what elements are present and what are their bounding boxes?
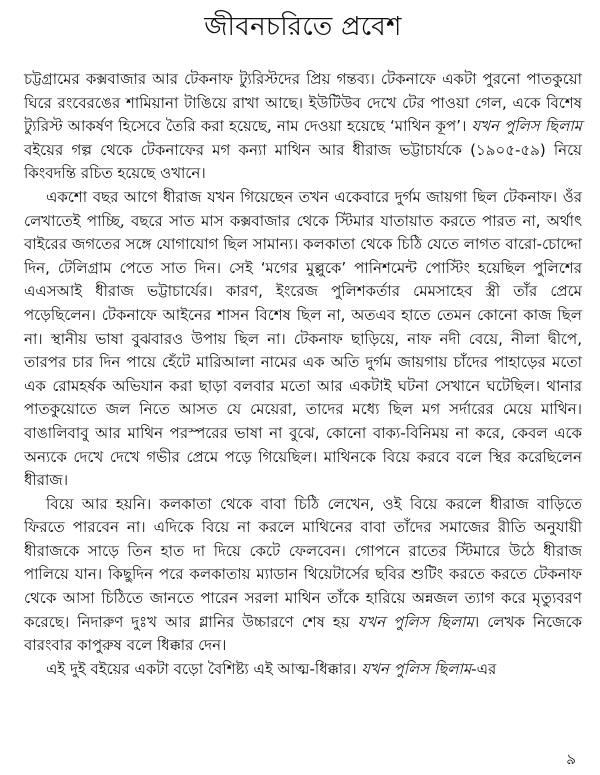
book-title-italic: যখন পুলিস ছিলাম (471, 117, 582, 136)
paragraph-4 (24, 658, 582, 682)
paragraph-3 (24, 493, 582, 658)
chapter-title: জীবনচরিতে প্রবেশ (204, 12, 402, 42)
paragraph-text: একশো বছর আগে ধীরাজ যখন গিয়েছেন তখন একেবারে দুর্গম জায়গা ছিল টেকনাফ। ওঁর লেখাতেই পাচ্ছি, বছরে সাত মাস কক্সবাজার থেকে স্টিমার যাতায়াত করতে পারত না, অর্থাৎ বাইরের জগতের সঙ্গে যোগাযোগ ছিল সামান্য। কলকাতা থেকে চিঠি যেতে লাগত বারো-চোদ্দো দিন, টেলিগ্রাম পেতে সাত দিন। সেই ‘মগের মুল্লুকে’ পানিশমেন্ট পোস্টিং হয়েছিল পুলিশের এএসআই ধীরাজ ভট্টাচার্যের। কারণ, ইংরেজ পুলিশকর্তার মেমসাহেব স্ত্রী তাঁর প্রেমে পড়েছিলেন। টেকনাফে আইনের শাসন বিশেষ ছিল না, অতএব হাতে তেমন কোনো কাজ ছিল না। স্থানীয় ভাষা বুঝবারও উপায় ছিল না। টেকনাফ ছাড়িয়ে, নাফ নদী বেয়ে, নীলা দ্বীপে, তারপর চার দিন পায়ে হেঁটে মারিআলা নামের এক অতি দুর্গম জায়গায় চাঁদের পাহাড়ের মতো এক রোমহর্ষক অভিযান করা ছাড়া বলবার মতো আর একটাই ঘটনা সেখানে ঘটেছিল। থানার পাতকুয়োতে জল নিতে আসত যে মেয়েরা, তাদের মধ্যে ছিল মগ সর্দারের মেয়ে মাথিন। বাঙালিবাবু আর মাথিন পরস্পরের ভাষা না বুঝে, কোনো বাক্য-বিনিময় না করে, কেবল একে অন্যকে দেখে দেখে গভীর প্রেমে পড়ে গিয়েছিল। মাথিনকে বিয়ে করবে বলে স্থির করেছিলেন ধীরাজ। (24, 187, 582, 490)
book-title-italic: যখন পুলিস ছিলাম (361, 659, 472, 678)
paragraph-text: বিয়ে আর হয়নি। কলকাতা থেকে বাবা চিঠি লেখেন, ওই বিয়ে করলে ধীরাজ বাড়িতে ফিরতে পারবেন না। এদিকে বিয়ে না করলে মাথিনের বাবা তাঁদের সমাজের রীতি অনুযায়ী ধীরাজকে সাড়ে তিন হাত দা দিয়ে কেটে ফেলবেন। গোপনে রাতের স্টিমারে উঠে ধীরাজ পালিয়ে যান। কিছুদিন পরে কলকাতায় ম্যাডান থিয়েটার্সের ছবির শুটিং করতে করতে টেকনাফ থেকে আসা চিঠিতে জানতে পারেন সরলা মাথিন তাঁকে হারিয়ে অন্নজল ত্যাগ করে মৃত্যুবরণ করেছে। নিদারুণ দুঃখ আর গ্লানির উচ্চারণে শেষ হয় (24, 494, 582, 631)
paragraph-2 (24, 186, 582, 493)
chapter-body (24, 68, 582, 681)
book-title-italic: যখন পুলিস ছিলাম (357, 612, 474, 631)
paragraph-1 (24, 68, 582, 186)
paragraph-text: । লেখক নিজেকে বারংবার কাপুরুষ বলে ধিক্কার দেন। (24, 612, 582, 655)
paragraph-text: এই দুই বইয়ের একটা বড়ো বৈশিষ্ট্য এই আত্ম-ধিক্কার। (46, 659, 362, 678)
page-number: ৯ (566, 750, 576, 768)
paragraph-text: -এর (471, 659, 497, 678)
paragraph-text: বইয়ের গল্প থেকে টেকনাফের মগ কন্যা মাথিন আর ধীরাজ ভট্টাচার্যকে (১৯০৫-৫৯) নিয়ে কিংবদন্তি রচিত হয়েছে ওখানে। (24, 140, 582, 183)
paragraph-text: চট্টগ্রামের কক্সবাজার আর টেকনাফ ট্যুরিস্টদের প্রিয় গন্তব্য। টেকনাফে একটা পুরনো পাতকুয়ো ঘিরে রংবেরঙের শামিয়ানা টাঙিয়ে রাখা আছে। ইউটিউব দেখে টের পাওয়া গেল, একে বিশেষ ট্যুরিস্ট আকর্ষণ হিসেবে তৈরি করা হয়েছে, নাম দেওয়া হয়েছে ‘মাথিন কূপ’। (24, 70, 582, 136)
